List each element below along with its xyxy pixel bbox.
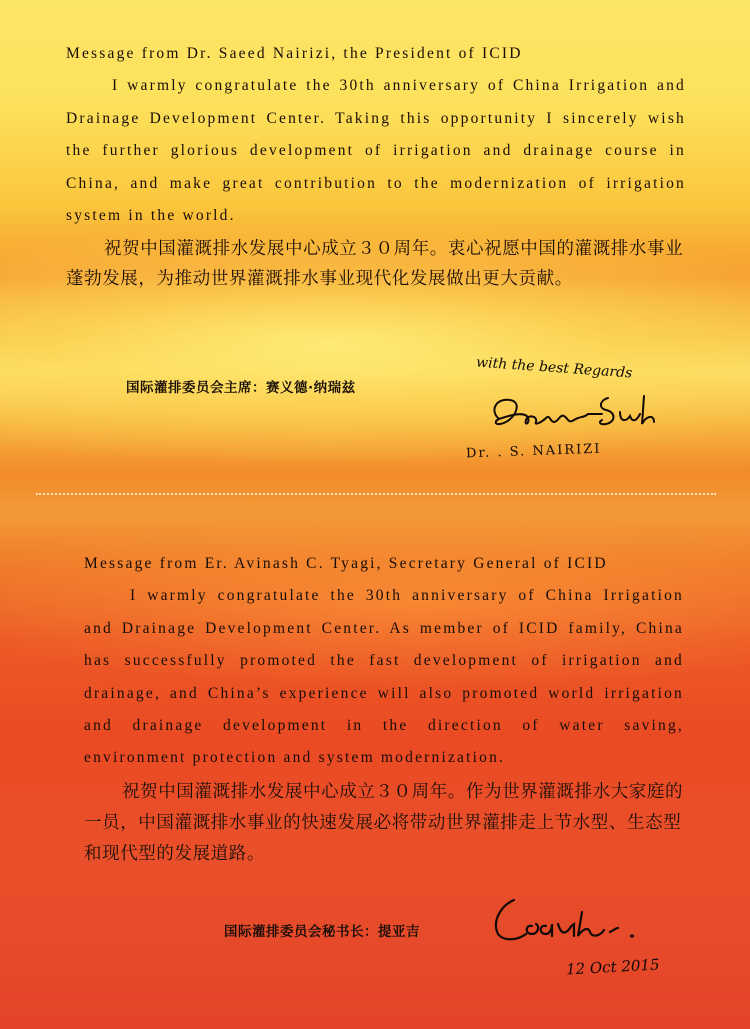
handwritten-regards: with the best Regards <box>475 354 633 382</box>
president-message-body-zh: 祝贺中国灌溉排水发展中心成立３０周年。衷心祝愿中国的灌溉排水事业蓬勃发展，为推动世界灌溉排水事业现代化发展做出更大贡献。 <box>66 239 684 290</box>
president-signature <box>484 392 684 436</box>
secretary-message-body-en: I warmly congratulate the 30th anniversary of China Irrigation and Drainage Development Center. As member of ICID family, China has successfully promoted the fast development of irrigation and drainage, and China’s experience will also promoted world irrigation and drainage development in the direction of water saving, environment protection and system modernization. <box>84 587 684 767</box>
president-signature-label: 国际灌排委员会主席：赛义德·纳瑞兹 <box>126 380 356 396</box>
secretary-signature <box>486 890 666 950</box>
handwritten-date: 12 Oct 2015 <box>565 955 660 979</box>
handwritten-name: Dr. . S. NAIRIZI <box>465 441 602 462</box>
president-message-body-en: I warmly congratulate the 30th anniversary of China Irrigation and Drainage Development Center. Taking this opportunity I sincerely wish the further glorious development of irrigation and drainage course in China, and make great contribution to the modernization of irrigation system in the world. <box>66 77 686 225</box>
president-message <box>66 38 686 294</box>
president-message-heading: Message from Dr. Saeed Nairizi, the President of ICID <box>66 45 523 62</box>
secretary-signature-label: 国际灌排委员会秘书长：提亚吉 <box>224 924 420 940</box>
secretary-message-heading: Message from Er. Avinash C. Tyagi, Secretary General of ICID <box>84 555 608 572</box>
secretary-message <box>84 548 684 870</box>
section-divider <box>36 493 716 495</box>
secretary-message-body-zh: 祝贺中国灌溉排水发展中心成立３０周年。作为世界灌溉排水大家庭的一员，中国灌溉排水事业的快速发展必将带动世界灌排走上节水型、生态型和现代型的发展道路。 <box>84 781 684 864</box>
